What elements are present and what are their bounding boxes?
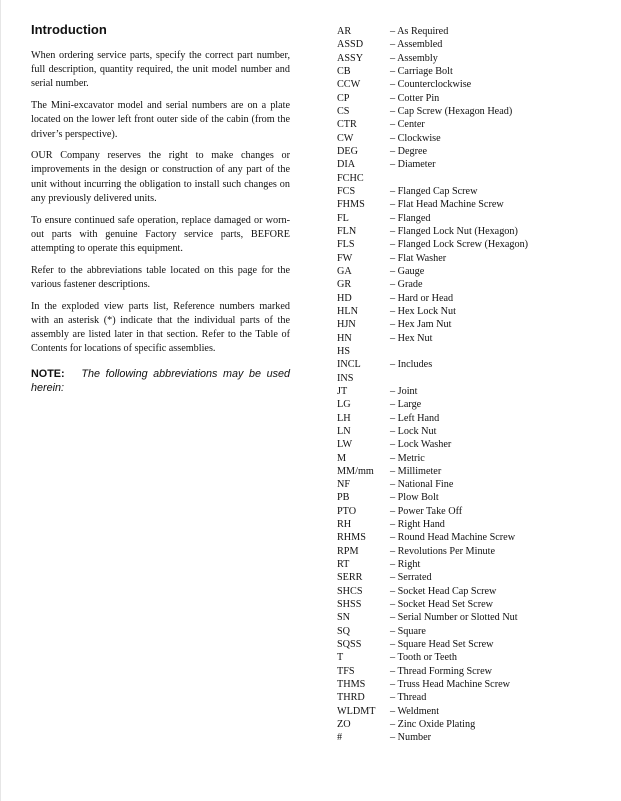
abbreviation-code: M — [337, 452, 347, 464]
abbreviation-description: – Square — [390, 625, 426, 637]
abbreviation-row — [337, 265, 607, 278]
intro-paragraph: To ensure continued safe operation, replace damaged or worn-out parts with genuine Factory service parts, BEFORE attempting to operate this equipment. — [31, 214, 290, 254]
abbreviation-code: HJN — [337, 319, 356, 331]
abbreviation-row — [337, 452, 607, 465]
abbreviation-row — [337, 238, 607, 251]
abbreviation-code: LH — [337, 412, 351, 424]
abbreviation-description: – Joint — [390, 385, 418, 397]
abbreviation-row — [337, 665, 607, 678]
abbreviation-description: – Lock Washer — [390, 439, 452, 451]
abbreviation-code: FL — [337, 212, 349, 224]
abbreviation-description: – Assembled — [390, 39, 443, 51]
abbreviation-row — [337, 465, 607, 478]
intro-paragraph: The Mini-excavator model and serial numbers are on a plate located on the lower left front outer side of the cabin (from the driver’s perspective). — [31, 100, 290, 140]
abbreviation-row — [337, 305, 607, 318]
abbreviation-row — [337, 638, 607, 651]
abbreviation-description: – Millimeter — [390, 465, 442, 477]
abbreviation-row — [337, 718, 607, 731]
abbreviation-code: CP — [337, 92, 350, 104]
abbreviation-row — [337, 545, 607, 558]
abbreviation-code: # — [337, 732, 343, 744]
abbreviation-description: – Socket Head Set Screw — [390, 599, 493, 611]
abbreviation-code: CS — [337, 105, 350, 117]
abbreviation-code: JT — [337, 385, 348, 397]
abbreviation-row — [337, 172, 607, 185]
abbreviation-row — [337, 611, 607, 624]
abbreviation-row — [337, 105, 607, 118]
abbreviation-code: FLS — [337, 239, 355, 251]
abbreviation-code: RH — [337, 519, 352, 531]
abbreviation-row — [337, 438, 607, 451]
abbreviation-row — [337, 478, 607, 491]
abbreviation-description: – Flanged Lock Screw (Hexagon) — [390, 239, 529, 251]
abbreviation-row — [337, 225, 607, 238]
intro-paragraph: OUR Company reserves the right to make changes or improvements in the design or construction of any part of the unit without incurring the obligation to install such changes on any previously delivered units. — [31, 150, 290, 204]
abbreviation-description — [390, 172, 607, 185]
abbreviation-code: HD — [337, 292, 352, 304]
abbreviation-code: PTO — [337, 505, 357, 517]
abbreviation-code: TFS — [337, 665, 355, 677]
abbreviation-row — [337, 372, 607, 385]
abbreviation-code: DEG — [337, 145, 358, 157]
abbreviation-code: LG — [337, 399, 351, 411]
abbreviation-row — [337, 705, 607, 718]
abbreviation-code: FCHC — [337, 172, 364, 184]
abbreviation-description: – Serial Number or Slotted Nut — [390, 612, 518, 624]
abbreviation-row — [337, 118, 607, 131]
abbreviation-description: – Tooth or Teeth — [390, 652, 457, 664]
abbreviation-row — [337, 585, 607, 598]
abbreviation-code: PB — [337, 492, 350, 504]
abbreviation-code: FHMS — [337, 199, 365, 211]
abbreviation-row — [337, 558, 607, 571]
abbreviation-description: – Flanged Lock Nut (Hexagon) — [390, 225, 518, 237]
abbreviation-description: – Revolutions Per Minute — [390, 545, 495, 557]
abbreviation-code: WLDMT — [337, 705, 376, 717]
abbreviation-code: CB — [337, 65, 351, 77]
abbreviation-description: – Right — [390, 559, 421, 571]
abbreviation-code: ZO — [337, 719, 351, 731]
abbreviation-description: – Square Head Set Screw — [390, 639, 494, 651]
abbreviation-code: CTR — [337, 119, 357, 131]
abbreviation-code: SHSS — [337, 599, 362, 611]
abbreviation-description: – Gauge — [390, 265, 425, 277]
abbreviation-code: MM/mm — [337, 465, 374, 477]
abbreviation-description: – Assembly — [390, 52, 438, 64]
abbreviation-code: LW — [337, 439, 353, 451]
abbreviation-row — [337, 385, 607, 398]
abbreviation-row — [337, 212, 607, 225]
abbreviation-code: HS — [337, 345, 351, 357]
page-edge-line — [0, 0, 1, 801]
abbreviation-code: DIA — [337, 159, 356, 171]
abbreviations-table — [337, 25, 607, 745]
abbreviation-description: – Metric — [390, 452, 425, 464]
abbreviation-code: THMS — [337, 679, 366, 691]
abbreviation-code: THRD — [337, 692, 365, 704]
abbreviation-description: – Large — [390, 399, 422, 411]
abbreviation-description: – Cap Screw (Hexagon Head) — [390, 105, 513, 117]
abbreviation-description: – Zinc Oxide Plating — [390, 719, 476, 731]
abbreviation-description: – Hex Lock Nut — [390, 305, 456, 317]
abbreviation-code: RPM — [337, 545, 359, 557]
section-heading: Introduction — [31, 22, 107, 37]
abbreviation-description: – Socket Head Cap Screw — [390, 585, 497, 597]
intro-paragraph: Refer to the abbreviations table located on this page for the various fastener descriptions. — [31, 264, 290, 290]
abbreviation-code: RT — [337, 559, 350, 571]
abbreviation-description: – Carriage Bolt — [390, 65, 453, 77]
abbreviation-row — [337, 412, 607, 425]
abbreviation-row — [337, 651, 607, 664]
abbreviation-row — [337, 158, 607, 171]
abbreviation-row — [337, 518, 607, 531]
abbreviation-code: ASSY — [337, 52, 364, 64]
abbreviation-description: – Grade — [390, 279, 423, 291]
note-label: NOTE: — [31, 368, 65, 381]
abbreviation-code: HLN — [337, 305, 358, 317]
abbreviation-description: – Weldment — [390, 705, 440, 717]
abbreviation-description: – National Fine — [390, 479, 454, 491]
abbreviation-row — [337, 185, 607, 198]
abbreviation-row — [337, 78, 607, 91]
abbreviation-description: – Flanged Cap Screw — [390, 185, 478, 197]
abbreviation-description — [390, 345, 607, 358]
abbreviation-row — [337, 318, 607, 331]
abbreviation-row — [337, 678, 607, 691]
abbreviation-code: LN — [337, 425, 351, 437]
abbreviation-description: – Counterclockwise — [390, 79, 472, 91]
abbreviation-code: NF — [337, 479, 351, 491]
abbreviation-description: – Serrated — [390, 572, 432, 584]
abbreviation-description: – Power Take Off — [390, 505, 463, 517]
abbreviation-row — [337, 332, 607, 345]
abbreviation-code: GA — [337, 265, 352, 277]
abbreviation-description: – Clockwise — [390, 132, 441, 144]
abbreviation-code: CW — [337, 132, 354, 144]
abbreviation-row — [337, 358, 607, 371]
abbreviation-code: HN — [337, 332, 352, 344]
abbreviation-code: SERR — [337, 572, 363, 584]
abbreviation-description: – Flat Head Machine Screw — [390, 199, 504, 211]
abbreviation-row — [337, 625, 607, 638]
abbreviation-description: – Center — [390, 119, 425, 131]
abbreviation-row — [337, 252, 607, 265]
abbreviation-description: – Number — [390, 732, 432, 744]
abbreviation-row — [337, 38, 607, 51]
abbreviation-row — [337, 278, 607, 291]
abbreviation-row — [337, 65, 607, 78]
abbreviation-description: – Degree — [390, 145, 428, 157]
abbreviation-code: AR — [337, 26, 352, 37]
abbreviation-description: – Hex Jam Nut — [390, 319, 452, 331]
abbreviation-description: – Diameter — [390, 159, 436, 171]
introduction-section — [31, 22, 290, 406]
abbreviation-code: FCS — [337, 185, 356, 197]
abbreviation-row — [337, 531, 607, 544]
abbreviation-code: INS — [337, 372, 354, 384]
abbreviation-code: SQ — [337, 625, 351, 637]
abbreviation-row — [337, 345, 607, 358]
abbreviation-row — [337, 52, 607, 65]
abbreviation-description — [390, 372, 607, 385]
abbreviation-description: – Truss Head Machine Screw — [390, 679, 510, 691]
abbreviation-description: – Right Hand — [390, 519, 445, 531]
note — [31, 367, 290, 395]
abbreviation-row — [337, 505, 607, 518]
abbreviation-description: – As Required — [390, 26, 449, 37]
intro-paragraph: In the exploded view parts list, Reference numbers marked with an asterisk (*) indicate that the individual parts of the assembly are listed later in that section. Refer to the Table of Contents for locations of specific assemblies. — [31, 300, 290, 355]
abbreviation-description: – Flat Washer — [390, 252, 447, 264]
abbreviation-code: FLN — [337, 225, 357, 237]
abbreviation-description: – Hard or Head — [390, 292, 454, 304]
abbreviation-row — [337, 398, 607, 411]
abbreviation-row — [337, 571, 607, 584]
abbreviation-row — [337, 731, 607, 744]
abbreviation-description: – Thread — [390, 692, 427, 704]
intro-paragraph: When ordering service parts, specify the correct part number, full description, quantity required, the unit model number and serial number. — [31, 50, 290, 90]
abbreviation-code: T — [337, 652, 344, 664]
abbreviation-description: – Includes — [390, 359, 433, 371]
abbreviation-description: – Plow Bolt — [390, 492, 439, 504]
abbreviation-row — [337, 132, 607, 145]
abbreviation-row — [337, 198, 607, 211]
abbreviation-row — [337, 691, 607, 704]
abbreviation-code: SHCS — [337, 585, 363, 597]
abbreviation-row — [337, 292, 607, 305]
abbreviation-code: FW — [337, 252, 353, 264]
abbreviation-row — [337, 598, 607, 611]
abbreviation-row — [337, 145, 607, 158]
abbreviation-description: – Lock Nut — [390, 425, 437, 437]
abbreviation-description: – Flanged — [390, 212, 431, 224]
abbreviation-code: SQSS — [337, 639, 362, 651]
abbreviation-code: GR — [337, 279, 352, 291]
abbreviation-row — [337, 491, 607, 504]
abbreviation-code: INCL — [337, 359, 361, 371]
abbreviation-code: SN — [337, 612, 351, 624]
abbreviation-description: – Thread Forming Screw — [390, 665, 492, 677]
abbreviation-description: – Hex Nut — [390, 332, 433, 344]
note-text: The following abbreviations may be used herein: — [31, 368, 290, 395]
abbreviation-row — [337, 92, 607, 105]
abbreviation-code: RHMS — [337, 532, 366, 544]
abbreviation-row — [337, 25, 607, 38]
abbreviation-code: CCW — [337, 79, 361, 91]
abbreviation-code: ASSD — [337, 39, 364, 51]
abbreviation-description: – Cotter Pin — [390, 92, 440, 104]
abbreviation-description: – Left Hand — [390, 412, 440, 424]
abbreviation-row — [337, 425, 607, 438]
abbreviation-description: – Round Head Machine Screw — [390, 532, 516, 544]
